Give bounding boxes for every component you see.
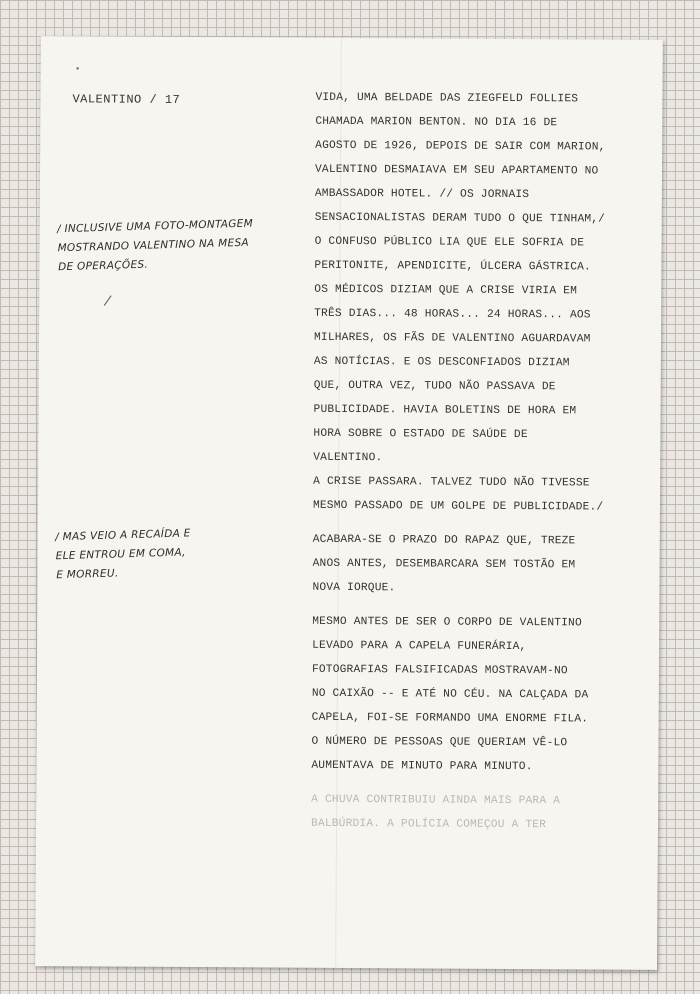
note-line: / MAS VEIO A RECAÍDA E — [55, 527, 191, 544]
margin-note-2 — [55, 522, 287, 586]
text-line: OS MÉDICOS DIZIAM QUE A CRISE VIRIA EM — [314, 283, 578, 298]
note-line: MOSTRANDO VALENTINO NA MESA — [57, 236, 250, 255]
text-line: PERITONITE, APENDICITE, ÚLCERA GÁSTRICA. — [314, 259, 592, 274]
text-line: PUBLICIDADE. HAVIA BOLETINS DE HORA EM — [313, 403, 577, 418]
text-line: O CONFUSO PÚBLICO LIA QUE ELE SOFRIA DE — [314, 235, 585, 250]
text-line: CHAMADA MARION BENTON. NO DIA 16 DE — [315, 115, 558, 130]
typescript-page — [35, 36, 663, 970]
note-line: DE OPERAÇÕES. — [57, 258, 149, 274]
text-line: VALENTINO DESMAIAVA EM SEU APARTAMENTO NO — [314, 163, 599, 178]
page-header: VALENTINO / 17 — [72, 92, 181, 107]
text-line: VALENTINO. — [313, 451, 383, 465]
note-line: E MORREU. — [56, 567, 119, 582]
text-line: LEVADO PARA A CAPELA FUNERÁRIA, — [312, 639, 527, 654]
text-line: CAPELA, FOI-SE FORMANDO UMA ENORME FILA. — [311, 711, 589, 726]
note-line: / INCLUSIVE UMA FOTO-MONTAGEM — [56, 217, 254, 236]
text-line: AUMENTAVA DE MINUTO PARA MINUTO. — [311, 759, 533, 774]
pencil-mark — [77, 67, 79, 69]
note-line: ELE ENTROU EM COMA, — [55, 546, 186, 563]
text-line: ANOS ANTES, DESEMBARCARA SEM TOSTÃO EM — [312, 557, 576, 572]
text-line: O NÚMERO DE PESSOAS QUE QUERIAM VÊ-LO — [311, 735, 568, 750]
text-line: A CRISE PASSARA. TALVEZ TUDO NÃO TIVESSE — [313, 475, 590, 490]
text-line: NO CAIXÃO -- E ATÉ NO CÉU. NA CALÇADA DA — [311, 687, 589, 702]
text-line: ACABARA-SE O PRAZO DO RAPAZ QUE, TREZE — [312, 533, 576, 548]
text-line: A CHUVA CONTRIBUIU AINDA MAIS PARA A — [311, 793, 561, 808]
text-line: HORA SOBRE O ESTADO DE SAÚDE DE — [313, 427, 528, 442]
text-line: MESMO PASSADO DE UM GOLPE DE PUBLICIDADE./ — [312, 499, 604, 514]
margin-note-1 — [57, 214, 289, 278]
text-line: BALBÚRDIA. A POLÍCIA COMEÇOU A TER — [311, 817, 547, 832]
text-line: SENSACIONALISTAS DERAM TUDO O QUE TINHAM,/ — [314, 211, 606, 226]
typed-body — [311, 86, 646, 838]
text-line: NOVA IORQUE. — [312, 581, 396, 595]
text-line: VIDA, UMA BELDADE DAS ZIEGFELD FOLLIES — [315, 91, 579, 106]
pencil-mark — [104, 295, 112, 305]
text-line: AS NOTÍCIAS. E OS DESCONFIADOS DIZIAM — [313, 355, 570, 370]
text-line: FOTOGRAFIAS FALSIFICADAS MOSTRAVAM-NO — [311, 663, 568, 678]
text-line: AGOSTO DE 1926, DEPOIS DE SAIR COM MARION, — [315, 139, 606, 154]
text-line: MILHARES, OS FÃS DE VALENTINO AGUARDAVAM — [313, 331, 591, 346]
text-line: AMBASSADOR HOTEL. // OS JORNAIS — [314, 187, 530, 202]
text-line: QUE, OUTRA VEZ, TUDO NÃO PASSAVA DE — [313, 379, 556, 394]
text-line: MESMO ANTES DE SER O CORPO DE VALENTINO — [312, 615, 582, 630]
text-line: TRÊS DIAS... 48 HORAS... 24 HORAS... AOS — [314, 307, 591, 322]
